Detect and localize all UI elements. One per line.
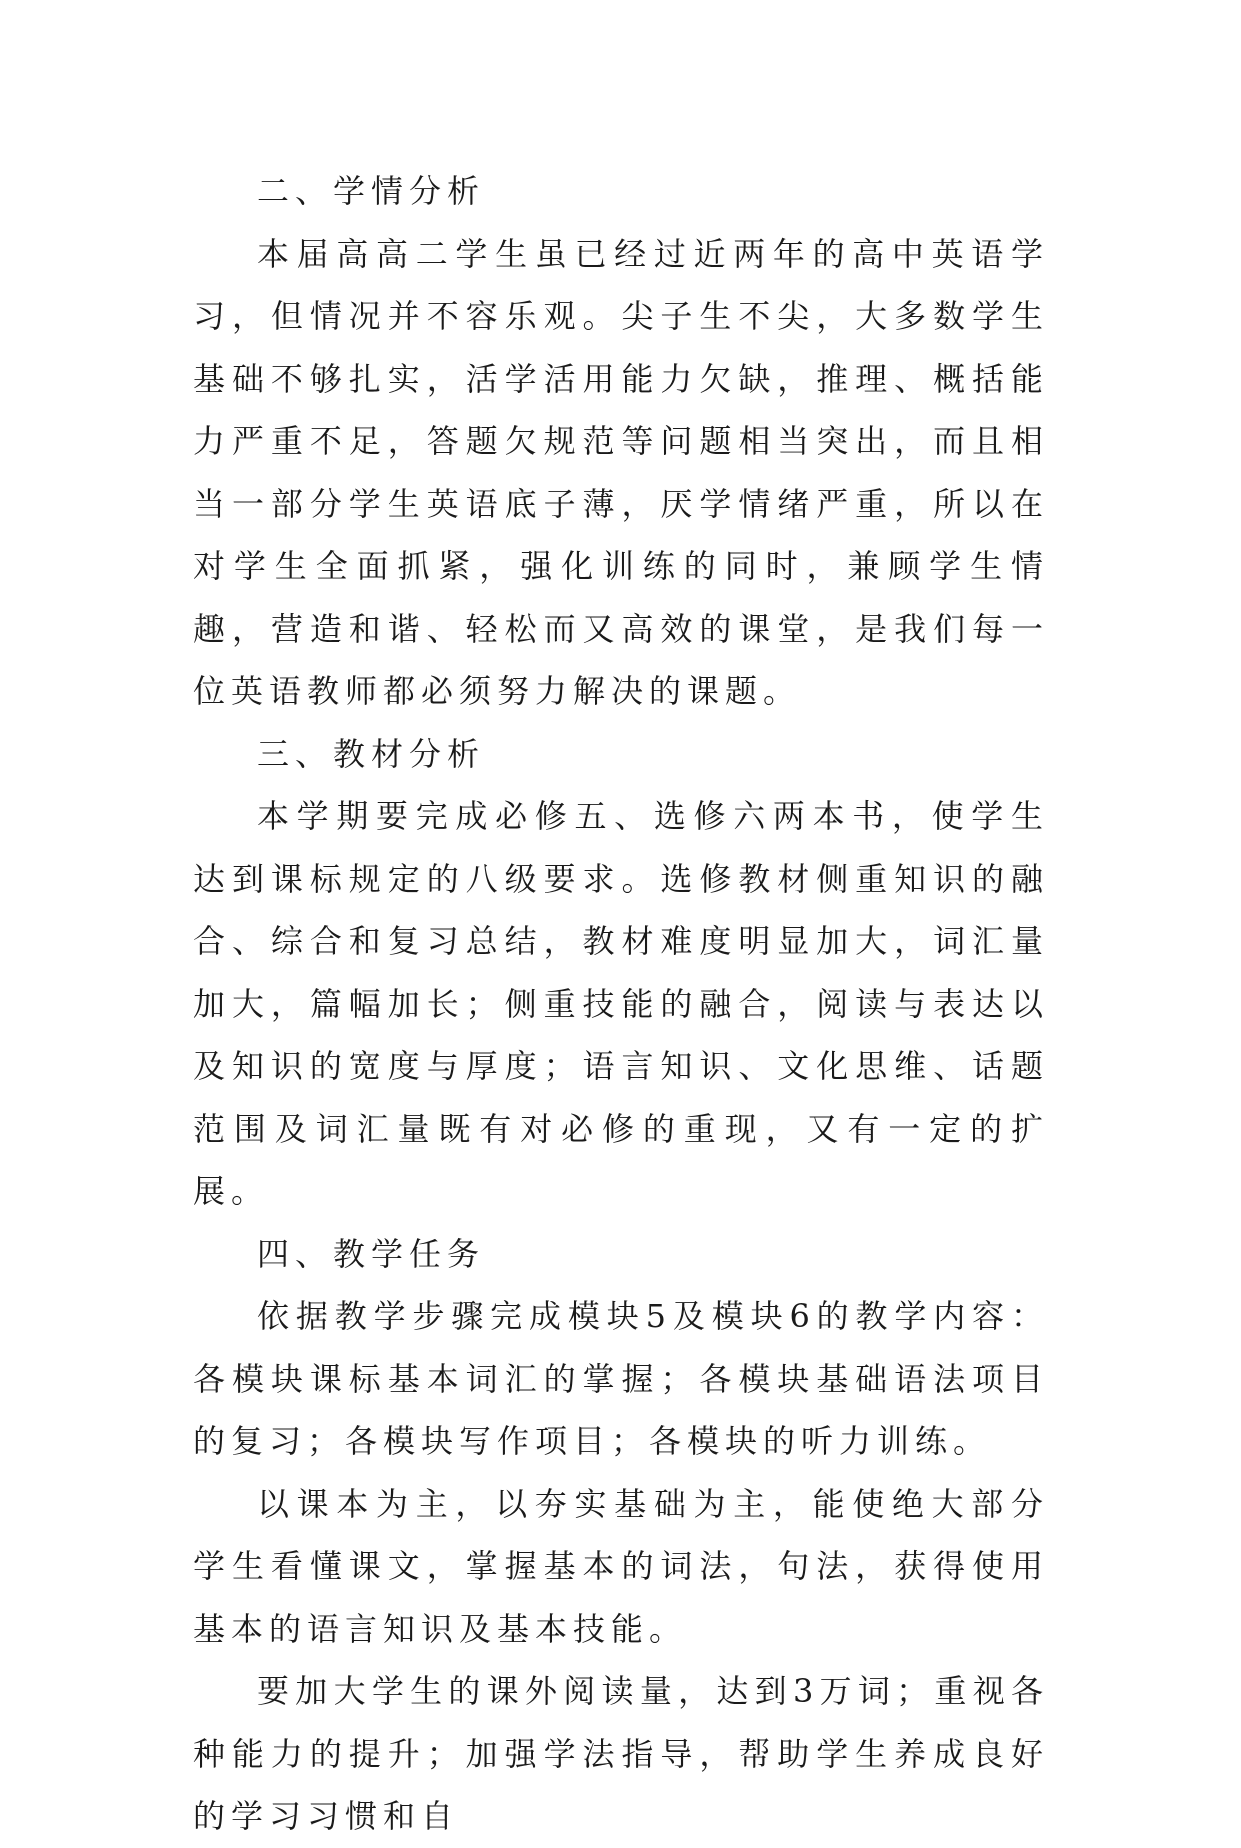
- paragraph-teaching-tasks-1: 依据教学步骤完成模块5及模块6的教学内容：各模块课标基本词汇的掌握；各模块基础语法项目的复习；各模块写作项目；各模块的听力训练。: [193, 1297, 1049, 1460]
- section-heading-textbook-analysis: 三、教材分析: [257, 734, 486, 773]
- paragraph-teaching-tasks-3: 要加大学生的课外阅读量，达到3万词；重视各种能力的提升；加强学法指导，帮助学生养成良好的学习习惯和自: [193, 1672, 1049, 1835]
- section-heading-teaching-tasks: 四、教学任务: [257, 1234, 486, 1273]
- document-body: [193, 160, 1049, 1848]
- paragraph-student-analysis: 本届高高二学生虽已经过近两年的高中英语学习，但情况并不容乐观。尖子生不尖，大多数学生基础不够扎实，活学活用能力欠缺，推理、概括能力严重不足，答题欠规范等问题相当突出，而且相当一部分学生英语底子薄，厌学情绪严重，所以在对学生全面抓紧，强化训练的同时，兼顾学生情趣，营造和谐、轻松而又高效的课堂，是我们每一位英语教师都必须努力解决的课题。: [193, 234, 1049, 710]
- paragraph-teaching-tasks-2: 以课本为主，以夯实基础为主，能使绝大部分学生看懂课文，掌握基本的词法，句法，获得使用基本的语言知识及基本技能。: [193, 1484, 1049, 1648]
- section-heading-student-analysis: 二、学情分析: [257, 172, 486, 210]
- paragraph-textbook-analysis: 本学期要完成必修五、选修六两本书，使学生达到课标规定的八级要求。选修教材侧重知识的融合、综合和复习总结，教材难度明显加大，词汇量加大，篇幅加长；侧重技能的融合，阅读与表达以及知识的宽度与厚度；语言知识、文化思维、话题范围及词汇量既有对必修的重现，又有一定的扩展。: [193, 797, 1049, 1210]
